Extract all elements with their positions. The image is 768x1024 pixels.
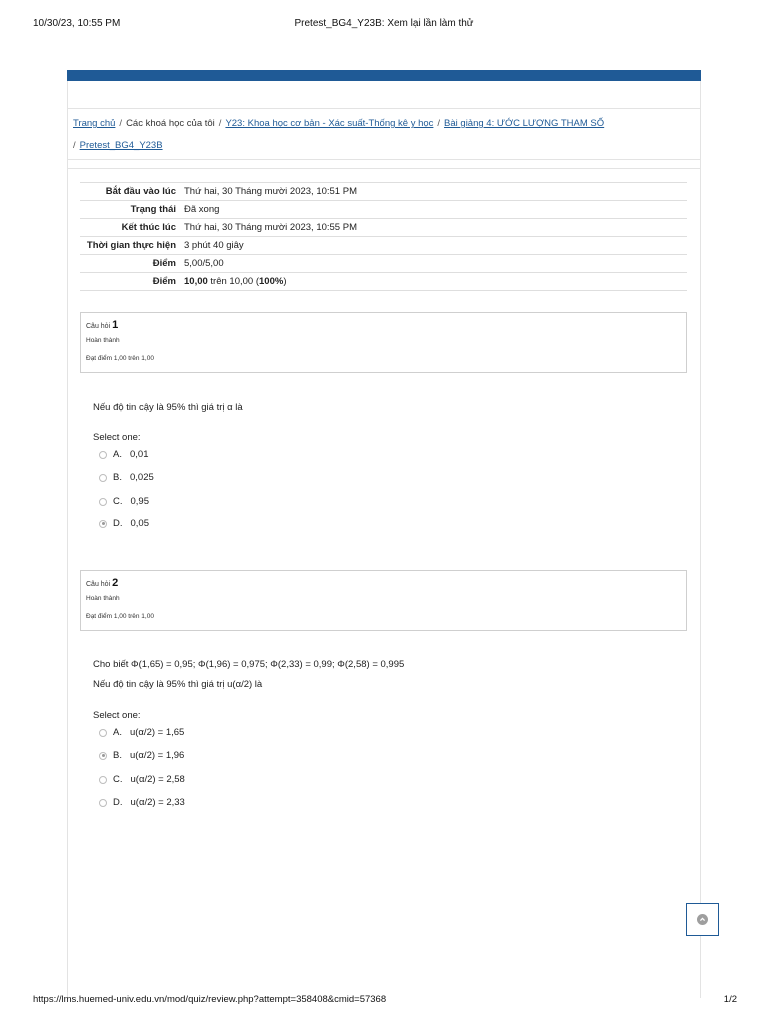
summary-label: Trạng thái [80,201,180,219]
question-text: Nếu độ tin cậy là 95% thì giá trị α là [93,402,243,413]
summary-row-started [80,183,687,201]
option-text: u(α/2) = 2,58 [130,774,185,785]
breadcrumb-separator: / [437,118,441,129]
option-letter: C. [113,774,123,785]
question-grade: Đạt điểm 1,00 trên 1,00 [86,613,154,620]
radio-button-selected[interactable] [99,520,107,528]
answer-option-b[interactable] [99,750,184,761]
option-text: u(α/2) = 2,33 [130,797,185,808]
question-text-line-2: Nếu độ tin cậy là 95% thì giá trị u(α/2) là [93,679,263,690]
summary-label: Bắt đầu vào lúc [80,183,180,201]
site-header-bar [67,70,701,81]
summary-row-state [80,201,687,219]
grade-out-of: trên 10,00 ( [207,276,260,287]
grade-percent: 100% [259,276,284,287]
option-text: 0,95 [130,496,149,507]
summary-row-marks [80,255,687,273]
breadcrumb-home-link[interactable]: Trang chủ [73,118,116,129]
grade-score: 10,00 [184,276,208,287]
answer-option-d[interactable] [99,518,149,529]
option-letter: A. [113,449,122,460]
select-one-label: Select one: [93,432,141,443]
radio-button[interactable] [99,474,107,482]
summary-grade-value [180,273,687,291]
summary-label: Điểm [80,255,180,273]
question-number-prefix: Câu hỏi [86,581,111,588]
question-text-line-1: Cho biết Φ(1,65) = 0,95; Φ(1,96) = 0,975; Φ(2,33) = 0,99; Φ(2,58) = 0,995 [93,659,405,670]
select-one-label: Select one: [93,710,141,721]
summary-label: Điểm [80,273,180,291]
answer-option-c[interactable] [99,496,149,507]
print-url: https://lms.huemed-univ.edu.vn/mod/quiz/review.php?attempt=358408&cmid=57368 [33,994,387,1005]
summary-value: 5,00/5,00 [180,255,687,273]
print-date: 10/30/23, 10:55 PM [33,18,121,29]
radio-button[interactable] [99,451,107,459]
option-text: 0,05 [130,518,149,529]
option-letter: D. [113,518,123,529]
print-page-number: 1/2 [723,994,737,1005]
answer-option-c[interactable] [99,774,185,785]
breadcrumb-separator: / [218,118,222,129]
grade-close: ) [283,276,287,287]
radio-button[interactable] [99,498,107,506]
back-to-top-button[interactable] [686,903,719,936]
question-info-1 [80,312,687,373]
option-letter: A. [113,727,122,738]
breadcrumb-separator: / [119,118,123,129]
question-state: Hoàn thành [86,595,120,602]
question-number [86,319,118,331]
summary-row-grade [80,273,687,291]
breadcrumb-separator: / [73,140,76,151]
breadcrumb-course-link[interactable]: Y23: Khoa học cơ bản - Xác suất-Thống kê y học [225,118,434,129]
question-number-prefix: Câu hỏi [86,323,111,330]
question-number [86,577,118,589]
question-number-value: 1 [112,319,119,331]
question-info-2 [80,570,687,631]
answer-option-a[interactable] [99,449,148,460]
option-text: 0,025 [129,472,154,483]
breadcrumb-section-link[interactable]: Bài giảng 4: ƯỚC LƯỢNG THAM SỐ [444,118,605,129]
summary-value: Thứ hai, 30 Tháng mười 2023, 10:51 PM [180,183,687,201]
print-page-title: Pretest_BG4_Y23B: Xem lại lần làm thử [294,18,474,29]
option-text: u(α/2) = 1,96 [129,750,185,761]
answer-option-b[interactable] [99,472,154,483]
question-number-value: 2 [112,577,119,589]
summary-label: Kết thúc lúc [80,219,180,237]
option-text: 0,01 [129,449,149,460]
answer-option-a[interactable] [99,727,184,738]
summary-label: Thời gian thực hiện [80,237,180,255]
summary-value: Thứ hai, 30 Tháng mười 2023, 10:55 PM [180,219,687,237]
radio-button-selected[interactable] [99,752,107,760]
radio-button[interactable] [99,799,107,807]
breadcrumb-my-courses[interactable]: Các khoá học của tôi [126,118,215,129]
option-letter: C. [113,496,123,507]
answer-option-d[interactable] [99,797,185,808]
question-state: Hoàn thành [86,337,120,344]
breadcrumb-quiz-link[interactable]: Pretest_BG4_Y23B [79,140,163,151]
summary-row-time-taken [80,237,687,255]
option-letter: B. [113,472,122,483]
breadcrumb [67,108,701,160]
option-text: u(α/2) = 1,65 [129,727,185,738]
option-letter: B. [113,750,122,761]
attempt-summary-table [80,182,687,291]
radio-button[interactable] [99,776,107,784]
summary-value: Đã xong [180,201,687,219]
arrow-up-circle-icon [697,914,708,925]
summary-value: 3 phút 40 giây [180,237,687,255]
question-grade: Đạt điểm 1,00 trên 1,00 [86,355,154,362]
summary-row-completed [80,219,687,237]
option-letter: D. [113,797,123,808]
radio-button[interactable] [99,729,107,737]
